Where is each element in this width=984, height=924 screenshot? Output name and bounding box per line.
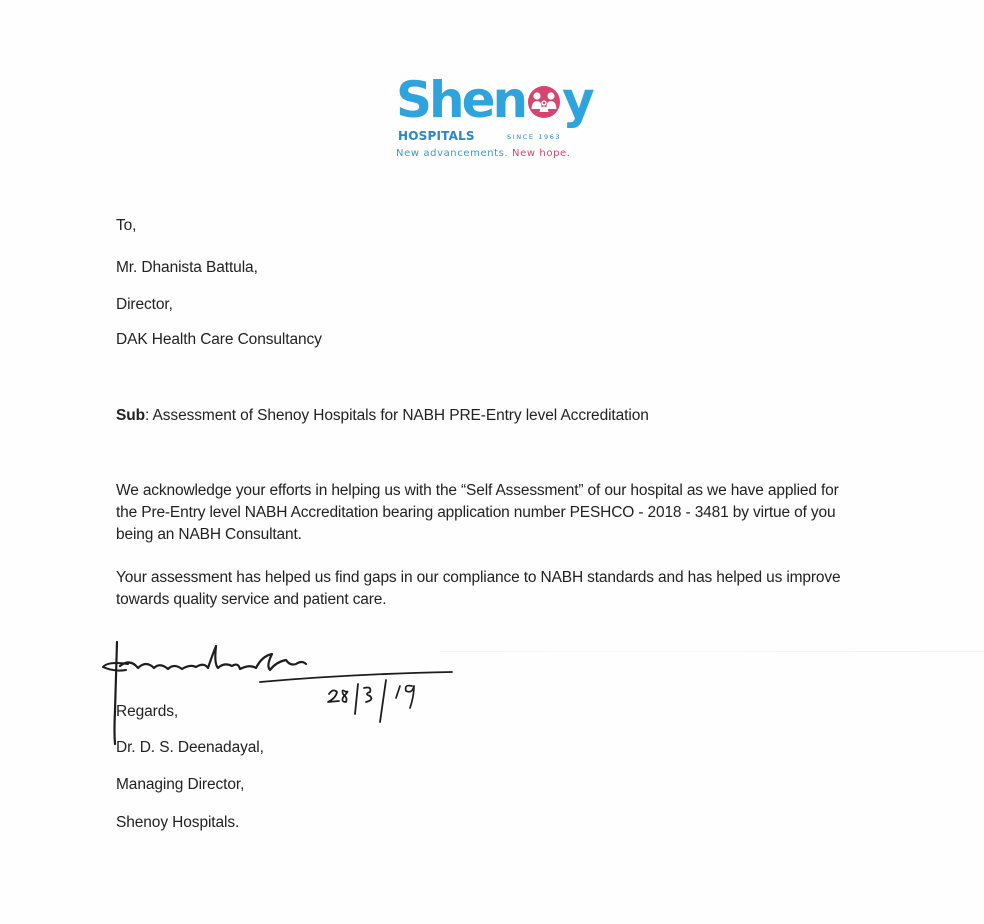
tagline-part-1: New advancements. (396, 148, 509, 159)
recipient-title: Director, (116, 296, 173, 313)
signatory-designation: Managing Director, (116, 776, 245, 793)
subject-separator: : (144, 407, 153, 424)
salutation: To, (116, 217, 137, 234)
subject-line (116, 406, 649, 426)
logo-wordmark (396, 72, 592, 128)
scan-artifact-line (440, 651, 984, 652)
logo-subtitle: HOSPITALS (398, 129, 475, 143)
subject-text: Assessment of Shenoy Hospitals for NABH PRE-Entry level Accreditation (152, 407, 649, 424)
subject-label: Sub (116, 407, 145, 424)
logo-brand-suffix: y (562, 71, 592, 129)
body-paragraph-2: Your assessment has helped us find gaps in our compliance to NABH standards and has helped us improve towards quality service and patient care. (116, 569, 841, 608)
tagline-part-2: New hope. (512, 148, 571, 159)
recipient-name: Mr. Dhanista Battula, (116, 259, 258, 276)
shenoy-hospitals-logo (394, 72, 594, 167)
logo-since: SINCE 1963 (507, 133, 562, 141)
signatory-organization: Shenoy Hospitals. (116, 814, 240, 831)
recipient-organization: DAK Health Care Consultancy (116, 331, 322, 348)
handwritten-signature (100, 636, 460, 746)
family-circle-icon (527, 85, 561, 119)
body-paragraph-1: We acknowledge your efforts in helping us with the “Self Assessment” of our hospital as we have applied for the Pre-Entry level NABH Accreditation bearing application number PESHCO - 2018 - 3481 by virtue of you being an NABH Consultant. (116, 482, 839, 543)
closing: Regards, (116, 703, 179, 720)
signatory-name: Dr. D. S. Deenadayal, (116, 739, 264, 756)
logo-tagline (396, 148, 571, 159)
logo-brand-prefix: Shen (396, 71, 526, 129)
